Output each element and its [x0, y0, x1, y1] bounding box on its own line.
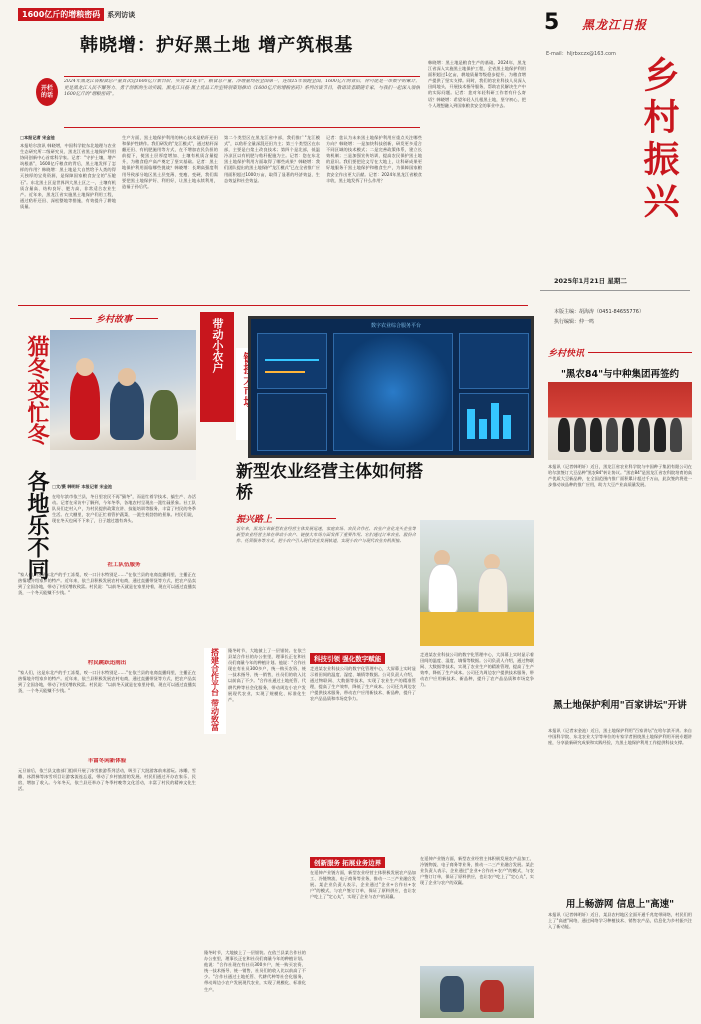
story-photo	[50, 330, 196, 480]
story-byline: □文/摄 韩明轩 本报记者 宋金池	[52, 484, 113, 489]
issue-date: 2025年1月21日 星期二	[554, 277, 627, 285]
story-sub-3: 丰富冬闲新体验	[87, 758, 127, 764]
top-intro-box	[64, 76, 420, 128]
series-banner	[18, 8, 178, 21]
series-banner-suffix: 系列访谈	[107, 10, 136, 19]
right-label	[548, 346, 692, 359]
story-body-2: "家人们，这是东北产的手工冻梨，咬一口汁水特别足……"在依兰县的电商直播间里，主播正在热情地介绍家乡的特产。近年来，依兰县积极发展农村电商，通过直播带货等方式，把农产品卖到了全国各地，带动了村民增收致富。村民说："以前冬天就是在家里待着，现在可以通过直播卖货，一个冬天能赚不少钱。"	[18, 572, 196, 596]
paper-name: 黑龙江日报	[582, 18, 648, 32]
story-title-a: 猫冬变忙冬	[24, 335, 49, 445]
screen-photo	[248, 316, 534, 458]
feature-side-a: 带动小农户	[211, 318, 224, 373]
feature-col-1b: 隆冬时节，大地披上了一层银装。在依兰县某合作社的办公室里，理事长正在和社员们商量今年的种植计划。他说："合作社现在有社员300多户，统一购买农资、统一技术指导、统一销售，社员们的收入比以前高了不少。"合作社通过土地托管、代耕代种等社会化服务，带动周边小农户发展现代农业，实现了规模化、标准化生产。	[204, 950, 306, 992]
screen-title: 数字农业综合服务平台	[370, 323, 421, 329]
section-title: 乡村振兴	[638, 56, 679, 224]
series-banner-highlight: 1600亿斤的增粮密码	[18, 8, 104, 21]
feature-intro: 近年来，黑龙江省新型农业经营主体发展迅速，家庭农场、农民合作社、农业产业化龙头企业等新型农业经营主体在带动小农户、链接大市场方面发挥了重要作用。它们通过订单农业、股份合作、托管服务等方式，把小农户引入现代农业发展轨道，实现小农户与现代农业有机衔接。	[236, 526, 416, 544]
news1-photo	[548, 382, 692, 460]
story-title-b: 各地乐不同	[24, 470, 49, 580]
bottom-photo	[420, 966, 534, 1018]
masthead	[540, 8, 690, 338]
feature-col2-sub-text: 科技引领 强化数字赋能	[310, 653, 385, 664]
top-col-4: 记者：您认为未来黑土地保护利用应重点关注哪些方向？韩晓增：一是加快科技创新，研发更多适合不同区域的技术模式；二是完善政策体系，建立长效机制；三是加强宣传培训，提高农民保护黑土地的意识。我们要把论文写在大地上，让科研成果更好地服务于黑土地保护和粮食生产，为保障国家粮食安全作出更大贡献。记者：2024年黑龙江省粮食丰收，黑土地发挥了什么作用？	[326, 135, 422, 183]
feature-title: 新型农业经营主体如何搭桥	[236, 462, 423, 503]
story-body-2b: "家人们，这是东北产的手工冻梨，咬一口汁水特别足……"在依兰县的电商直播间里，主播正在热情地介绍家乡的特产。近年来，依兰县积极发展农村电商，通过直播带货等方式，把农产品卖到了全国各地，带动了村民增收致富。村民说："以前冬天就是在家里待着，现在可以通过直播卖货，一个冬天能赚不少钱。"	[18, 670, 196, 694]
feature-col3-sub-text: 创新服务 拓展业务边界	[310, 857, 385, 868]
news1-body: 本报讯（记者韩明轩）近日，黑龙江省农业科学院与中国种子集团有限公司在哈尔滨签订大豆品种"黑农84"转让协议。"黑农84"是黑龙江省农科院培育的高产优质大豆新品种，在全国范围内推广面积累计超过千万亩，此次签约将进一步推动该品种的推广应用，助力大豆产业高质量发展。	[548, 464, 692, 488]
news3-title: 用上畅游网 信息上"高速"	[565, 899, 675, 910]
feature-col-1: 隆冬时节，大地披上了一层银装。在依兰县某合作社的办公室里，理事长正在和社员们商量今年的种植计划。他说："合作社现在有社员300多户，统一购买农资、统一技术指导、统一销售，社员们的收入比以前高了不少。"合作社通过土地托管、代耕代种等社会化服务，带动周边小农户发展现代农业，实现了规模化、标准化生产。	[228, 648, 306, 702]
story-label	[70, 312, 158, 325]
news2-title: 黑土地保护利用"百家讲坛"开讲	[553, 700, 687, 711]
editor-info-2: 执行编辑：仲一鸣	[554, 319, 595, 325]
story-sub-2: 村民跳跃迅雨出	[87, 660, 127, 666]
feature-col1-sub	[204, 648, 226, 734]
top-byline: □本报记者 宋金池	[20, 135, 55, 140]
headline-top: 韩晓增：护好黑土地 增产筑根基	[80, 35, 354, 56]
feature-side-tag	[200, 312, 234, 422]
top-col-3: 第二个类型区在黑龙江省中部，我们推广"龙江模式"，以秸秆全量深混还田为主；第三个类型区在东部，主要是白浆土改良技术；第四个是北部，低温冷凉区以有机肥与秸秆配施为主。记者：您在东北黑土地保护利用方面取得了哪些成果？韩晓增：我们团队提出的黑土地保护"龙江模式"已在全省推广应用面积超过1000万亩，取得了显著的经济效益、生态效益和社会效益。	[224, 135, 320, 183]
story-label-text: 乡村故事	[96, 315, 133, 325]
top-intro-badge	[36, 78, 58, 106]
top-col-2: 生产方面，黑土地保护利用的核心技术是秸秆还田和保护性耕作。我们研发的"龙江模式"，通过秸秆深翻还田、有机肥施用等方式，在不增加农民负担的前提下，使黑土层厚度增加、土壤有机质含量提升，为粮食稳产高产奠定了坚实基础。记者：黑土地保护利用面临哪些挑战？韩晓增：长期高强度利用导致部分地区黑土层变薄、变瘦、变硬，我们需要把黑土地保护好、利用好，让黑土地永续利用，造福子孙后代。	[122, 135, 218, 189]
feature-col-2: 走进某农业科技公司的数字化管理中心，大屏幕上实时显示着田间的温度、湿度、墒情等数据。公司负责人介绍，通过物联网、大数据等技术，实现了农业生产的精准管理，提高了生产效率，降低了生产成本。公司还为周边农户提供技术服务，带动农户应用新技术、新品种，提升了农产品品质和市场竞争力。	[310, 666, 416, 702]
news3-body: 本报讯（记者韩明轩）近日，某县农村地区全面开通千兆宽带网络，村民们用上了"高速"网络，通过网络学习种植技术、销售农产品，信息化为乡村振兴注入了新动能。	[548, 912, 692, 930]
feature-col-3: 在延伸产业链方面，新型农业经营主体积极发展农产品加工、冷链物流、电子商务等业务，推动一二三产业融合发展。某企业负责人表示，企业通过"企业+合作社+农户"的模式，与农户签订订单，保证了原料供应，也让农户吃上了"定心丸"，实现了企业与农户的双赢。	[310, 870, 416, 900]
feature-col1-sub-text: 搭建合作平台 带动致富	[210, 648, 220, 731]
top-intro-text: 2024年黑龙江省粮食总产量首次过1600亿斤新台阶，实现"21连丰"，粮食总产量、净增量均居全国第一，连续15年领跑全国。1600亿斤的背后，你可能是一串数字的累计，更是黑龙江人民不懈努力、勇于创新的生动实践。黑龙江日报·黑土优品工作室特别策划推出《1600亿斤的增粮密码》系列访谈节目，敬请读者跟随专家，与我们一起深入领悟1600亿斤的"增粮密码"。	[64, 79, 420, 98]
right-label-text: 乡村快讯	[548, 349, 585, 359]
feature-label-text: 振兴路上	[236, 515, 273, 525]
feature-photo	[420, 520, 534, 646]
feature-label	[236, 512, 336, 525]
page-number: 5	[544, 10, 560, 35]
news1-title: "黑农84"与中种集团再签约	[560, 369, 680, 380]
story-body: 在哈尔滨市依兰县，冬日里农民不再"猫冬"，而是忙着学技术、搞生产、办活动。记者在采访中了解到，今年冬季，各地农村呈现出一派忙碌景象。社工队队员们走村入户，为村民提供政策宣讲、技能培训等服务，丰富了村民的冬季生活。在大棚里，农户们正忙着管护蔬菜，一派生机勃勃的景象。村民们说，现在冬天也闲不下来了，日子越过越有奔头。	[52, 494, 196, 524]
top-intro-badge-text: 开栏的话	[40, 85, 53, 99]
story-body-3: 元旦前后，依兰县文旅部门组织开展了冰雪旅游系列活动，吸引了大批游客前来游玩。冰雕、雪雕、冰滑梯等冰雪项目让游客流连忘返，带动了乡村旅游的发展。村民们通过开办农家乐、民宿，增加了收入。今年冬天，依兰县还举办了冬季村晚等文化活动，丰富了村民的精神文化生活。	[18, 768, 196, 792]
news2-body: 本报讯（记者宋金池）近日，黑土地保护利用"百家讲坛"在哈尔滨开讲。来自中国科学院、东北农业大学等单位的专家学者围绕黑土地保护利用开展专题讲座，分享最新研究成果和实践经验，为黑土地保护利用工作提供科技支撑。	[548, 728, 692, 746]
top-section-rule	[18, 305, 528, 306]
feature-col-3b: 在延伸产业链方面，新型农业经营主体积极发展农产品加工、冷链物流、电子商务等业务，推动一二三产业融合发展。某企业负责人表示，企业通过"企业+合作社+农户"的模式，与农户签订订单，保证了原料供应，也让农户吃上了"定心丸"，实现了企业与农户的双赢。	[420, 856, 534, 886]
top-col-1: 本报哈尔滨讯 韩晓增，中国科学院东北地理与农业生态研究所二级研究员、黑龙江省黑土地保护利用协同创新中心首席科学家。记者："守护土壤，增产筑根基"，1600亿斤粮食的背后，黑土地发挥了怎样的作用？韩晓增：黑土地是大自然给予人类的得天独厚的宝贵资源，是保障国家粮食安全的"压舱石"。东北黑土区是世界四大黑土区之一，土壤有机质含量高、结构良好、肥力高，非常适合农业生产。近年来，黑龙江省实施黑土地保护利用工程，通过秸秆还田、深松整地等措施，有效提升了耕地质量。	[20, 143, 116, 209]
story-sub-1: 社工队伍服务	[107, 562, 141, 568]
editor-info-1: 本版主编：胡海涛（0451-84655776）	[554, 309, 644, 315]
feature-col-2b: 走进某农业科技公司的数字化管理中心，大屏幕上实时显示着田间的温度、湿度、墒情等数据。公司负责人介绍，通过物联网、大数据等技术，实现了农业生产的精准管理，提高了生产效率，降低了生产成本。公司还为周边农户提供技术服务，带动农户应用新技术、新品种，提升了农产品品质和市场竞争力。	[420, 652, 534, 688]
top-col-5: 韩晓增：黑土地是粮食生产的基础。2024年，黑龙江省深入实施黑土地保护工程，全省黑土地保护利用面积超过1亿亩，耕地质量等级稳步提升，为粮食增产提供了坚实支撑。同时，我们的农业科技人员深入田间地头，开展技术指导服务，帮助农民解决生产中的实际问题。记者：您对年轻科研工作者有什么寄语？韩晓增：希望年轻人扎根黑土地，坚守初心，把个人理想融入到国家粮食安全的事业中去。	[428, 60, 526, 108]
email-line: E-mail：hljrbxczx@163.com	[546, 51, 616, 57]
